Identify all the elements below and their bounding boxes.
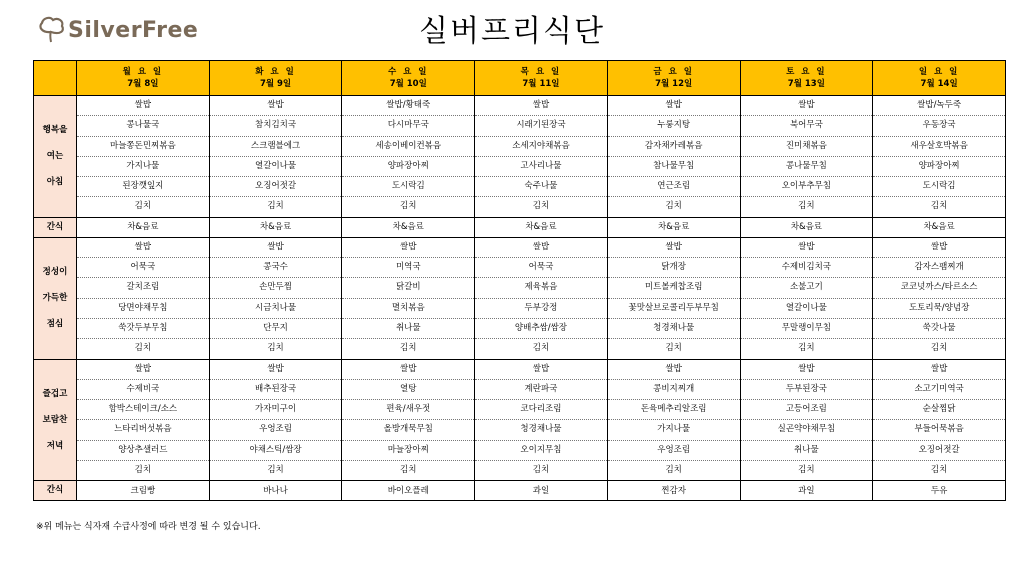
menu-item: 쌀밥 [741,360,873,380]
menu-item: 쌀밥 [873,360,1005,380]
logo-text: SilverFree [68,17,199,43]
meal-label-line: 보람찬 [42,414,68,425]
menu-item: 소고기미역국 [873,380,1005,400]
menu-item: 숙주나물 [475,177,607,197]
menu-item: 닭개장 [608,258,740,278]
menu-cell: 차&음료 [740,217,873,237]
menu-item: 감자채카레볶음 [608,137,740,157]
menu-list [741,360,873,481]
day-name: 일 요 일 [918,66,960,77]
menu-item: 쌀밥 [475,360,607,380]
snack-row [34,217,1006,237]
day-name: 목 요 일 [520,66,562,77]
menu-list [77,238,209,359]
menu-item: 누룽지탕 [608,116,740,136]
menu-cell [342,96,475,218]
menu-item: 김치 [665,465,682,476]
menu-cell [77,359,210,481]
menu-cell: 차&음료 [475,217,608,237]
menu-cell [475,359,608,481]
menu-item: 어묵국 [475,258,607,278]
menu-item: 미트볼케찹조림 [608,278,740,298]
day-date: 7월 13일 [787,79,825,89]
menu-cell [740,96,873,218]
menu-item: 김치 [930,201,948,212]
page-title: 실버프리식단 [419,14,605,49]
day-header [873,61,1006,96]
menu-item: 쌀밥 [342,360,474,380]
meal-label [34,237,77,359]
menu-item: 쑥갓두부무침 [77,319,209,339]
menu-item: 제육볶음 [475,278,607,298]
menu-item: 시래기된장국 [475,116,607,136]
menu-cell [607,237,740,359]
menu-item: 열탕 [342,380,474,400]
menu-cell: 차&음료 [873,217,1006,237]
menu-item: 수제비김치국 [741,258,873,278]
menu-item: 쌀밥 [475,238,607,258]
menu-item: 감자스팸찌개 [873,258,1005,278]
menu-list [475,238,607,359]
menu-item: 코다리조림 [475,400,607,420]
menu-item: 쌀밥 [475,96,607,116]
menu-item: 무말랭이무침 [741,319,873,339]
meal-label [34,481,77,501]
day-date: 7월 8일 [127,79,159,89]
menu-item: 콩비지찌개 [608,380,740,400]
menu-item: 쑥갓나물 [873,319,1005,339]
menu-cell: 차&음료 [342,217,475,237]
menu-cell: 크림빵 [77,481,210,501]
menu-item: 참치김치국 [210,116,342,136]
day-header [342,61,475,96]
day-date: 7월 12일 [655,79,693,89]
meal-label-line: 점심 [46,319,64,330]
menu-item: 김치 [400,343,417,354]
menu-item: 양파장아찌 [342,157,474,177]
menu-item: 갈치조림 [77,278,209,298]
menu-item: 배추된장국 [210,380,342,400]
menu-list [77,96,209,217]
menu-cell [740,237,873,359]
menu-item: 함박스테이크/소스 [77,400,209,420]
menu-cell: 과일 [740,481,873,501]
menu-item: 올방개묵무침 [342,420,474,440]
menu-item: 닭갈비 [342,278,474,298]
meal-label-line: 저녁 [46,440,64,451]
meal-label [34,96,77,218]
menu-item: 두부강정 [475,299,607,319]
meal-label-line: 여는 [46,151,64,162]
menu-item: 마늘쫑돈민찌볶음 [77,137,209,157]
menu-item: 쌀밥 [210,238,342,258]
menu-item: 김치 [400,201,417,212]
menu-item: 양배추쌈/쌈장 [475,319,607,339]
menu-item: 청경채나물 [475,420,607,440]
header-corner [34,61,77,96]
menu-list [608,96,740,217]
menu-item: 꽃맛살브로콜리두부무침 [608,299,740,319]
menu-list [873,238,1005,359]
menu-item: 새우살호박볶음 [873,137,1005,157]
menu-list [210,360,342,481]
menu-cell: 차&음료 [209,217,342,237]
menu-cell [607,96,740,218]
menu-item: 순살찜닭 [873,400,1005,420]
menu-item: 코코넛까스/타르소스 [873,278,1005,298]
menu-item: 오이지무침 [475,441,607,461]
menu-item: 느타리버섯볶음 [77,420,209,440]
meal-label-line: 간식 [46,221,64,232]
menu-list [77,360,209,481]
menu-cell [209,96,342,218]
menu-item: 취나물 [741,441,873,461]
menu-cell [475,96,608,218]
menu-item: 세송이베이컨볶음 [342,137,474,157]
menu-item: 쌀밥 [741,238,873,258]
meal-label-line: 아침 [46,177,64,188]
day-date: 7월 9일 [259,79,292,89]
menu-item: 김치 [665,343,682,354]
menu-item: 돈육메추리알조림 [608,400,740,420]
menu-list [741,96,873,217]
menu-list [342,360,474,481]
menu-item: 김치 [267,465,284,476]
meal-label-line: 즐겁고 [42,388,68,399]
menu-item: 우동장국 [873,116,1005,136]
menu-list [608,238,740,359]
menu-cell [77,237,210,359]
meal-label [34,217,77,237]
menu-item: 수제비국 [77,380,209,400]
menu-item: 콩나물무침 [741,157,873,177]
menu-item: 쌀밥 [342,238,474,258]
menu-item: 김치 [267,343,284,354]
day-date: 7월 14일 [920,79,958,89]
menu-list [210,238,342,359]
menu-item: 열갈이나물 [210,157,342,177]
meal-row [34,96,1006,218]
menu-item: 진미채볶음 [741,137,873,157]
menu-cell: 바이오플레 [342,481,475,501]
menu-item: 오이부추무침 [741,177,873,197]
menu-item: 미역국 [342,258,474,278]
menu-item: 부들어묵볶음 [873,420,1005,440]
day-name: 월 요 일 [122,66,164,77]
menu-item: 쌀밥 [608,360,740,380]
menu-item: 마늘장아찌 [342,441,474,461]
menu-item: 참나물무침 [608,157,740,177]
meal-label-line: 가득한 [42,293,68,304]
menu-item: 쌀밥 [608,238,740,258]
menu-item: 김치 [798,201,815,212]
menu-item: 콩국수 [210,258,342,278]
day-name: 금 요 일 [653,66,694,77]
menu-cell [209,237,342,359]
menu-item: 오징어젓갈 [873,441,1005,461]
menu-item: 소세지야채볶음 [475,137,607,157]
day-header [77,61,210,96]
menu-item: 쌀밥 [210,360,342,380]
meal-row [34,359,1006,481]
menu-cell: 차&음료 [77,217,210,237]
menu-cell: 차&음료 [607,217,740,237]
menu-list [741,238,873,359]
menu-list [873,96,1005,217]
menu-item: 고사리나물 [475,157,607,177]
menu-item: 우엉조림 [608,441,740,461]
menu-item: 편육/새우젓 [342,400,474,420]
menu-list [210,96,342,217]
menu-item: 김치 [798,465,815,476]
menu-item: 어묵국 [77,258,209,278]
menu-cell [873,359,1006,481]
menu-list [342,238,474,359]
meal-label-line: 정성이 [42,267,68,278]
menu-item: 김치 [930,343,948,354]
day-date: 7월 10일 [389,79,427,89]
menu-item: 오징어젓갈 [210,177,342,197]
menu-item: 계란파국 [475,380,607,400]
menu-item: 가지나물 [77,157,209,177]
menu-cell [740,359,873,481]
menu-cell [209,359,342,481]
menu-item: 열갈이나물 [741,299,873,319]
header-row [34,61,1006,96]
menu-item: 김치 [267,201,284,212]
menu-item: 도시락김 [873,177,1005,197]
menu-item: 멸치볶음 [342,299,474,319]
menu-item: 김치 [532,465,550,476]
footnote: ※위 메뉴는 식자재 수급사정에 따라 변경 될 수 있습니다. [36,522,261,532]
menu-list [873,360,1005,481]
meal-label [34,359,77,481]
menu-item: 청경채나물 [608,319,740,339]
menu-item: 쌀밥 [873,238,1005,258]
menu-item: 쌀밥 [741,96,873,116]
menu-item: 쌀밥/황태죽 [342,96,474,116]
menu-item: 쌀밥 [608,96,740,116]
menu-item: 고등어조림 [741,400,873,420]
meal-row [34,237,1006,359]
menu-cell [342,237,475,359]
menu-item: 스크램블에그 [210,137,342,157]
menu-item: 김치 [134,343,152,354]
menu-item: 실곤약야채무침 [741,420,873,440]
menu-cell [342,359,475,481]
menu-item: 양상추샐러드 [77,441,209,461]
menu-cell: 과일 [475,481,608,501]
menu-item: 단무지 [210,319,342,339]
menu-item: 소불고기 [741,278,873,298]
menu-item: 당면야채무침 [77,299,209,319]
day-date: 7월 11일 [522,79,560,89]
menu-item: 가지나물 [608,420,740,440]
menu-item: 콩나물국 [77,116,209,136]
menu-item: 도시락김 [342,177,474,197]
menu-item: 연근조림 [608,177,740,197]
menu-item: 쌀밥/녹두죽 [873,96,1005,116]
menu-item: 쌀밥 [210,96,342,116]
menu-item: 도토리묵/양념장 [873,299,1005,319]
menu-cell: 두유 [873,481,1006,501]
menu-cell: 바나나 [209,481,342,501]
menu-item: 김치 [134,201,152,212]
day-name: 토 요 일 [786,66,827,77]
menu-item: 시금치나물 [210,299,342,319]
menu-cell [77,96,210,218]
day-header [209,61,342,96]
menu-item: 야채스틱/쌈장 [210,441,342,461]
menu-item: 두부된장국 [741,380,873,400]
snack-row [34,481,1006,501]
menu-item: 가자미구이 [210,400,342,420]
menu-item: 김치 [532,201,550,212]
menu-item: 된장깻잎지 [77,177,209,197]
menu-item: 취나물 [342,319,474,339]
meal-label-line: 행복을 [42,125,68,136]
menu-item: 우엉조림 [210,420,342,440]
menu-cell [873,96,1006,218]
day-name: 화 요 일 [255,66,296,77]
menu-item: 김치 [532,343,550,354]
menu-item: 김치 [400,465,417,476]
menu-list [475,96,607,217]
menu-list [342,96,474,217]
meal-label-line: 간식 [46,485,64,496]
menu-item: 김치 [665,201,682,212]
menu-item: 양파장아찌 [873,157,1005,177]
menu-cell [475,237,608,359]
menu-cell [873,237,1006,359]
day-header [740,61,873,96]
day-header [475,61,608,96]
menu-item: 쌀밥 [77,360,209,380]
menu-list [608,360,740,481]
day-header [607,61,740,96]
menu-item: 다시마무국 [342,116,474,136]
menu-item: 쌀밥 [77,96,209,116]
menu-item: 김치 [798,343,815,354]
menu-item: 손만두찜 [210,278,342,298]
menu-item: 쌀밥 [77,238,209,258]
menu-table [33,60,1006,501]
menu-cell [607,359,740,481]
menu-cell: 찐감자 [607,481,740,501]
menu-item: 김치 [930,465,948,476]
menu-item: 김치 [134,465,152,476]
menu-item: 북어무국 [741,116,873,136]
day-name: 수 요 일 [387,66,429,77]
menu-list [475,360,607,481]
